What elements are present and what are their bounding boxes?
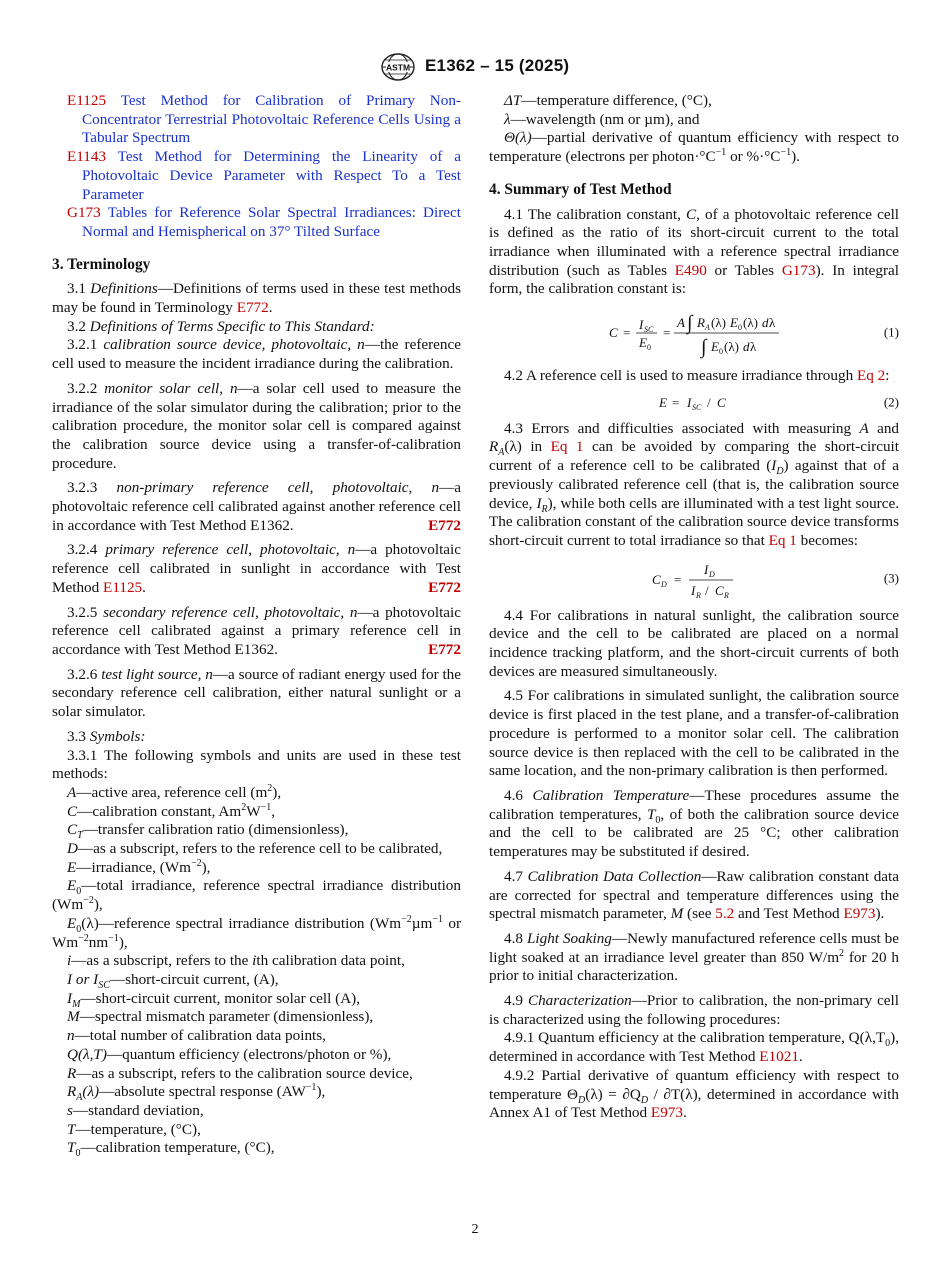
symbol-E0-lambda: $E_0(\lambda)—reference$ spectral irradiance distribution ($Wm^{-2}\mu m^{-1}$ or $Wm^{-2}nm^{-1}$), <box>52 913 461 951</box>
svg-text:∫: ∫ <box>701 336 707 359</box>
equation-number: (1) <box>883 324 899 340</box>
symbol-deltaT: ΔT—temperature difference, (°C), <box>504 92 712 109</box>
svg-text:0: 0 <box>738 323 742 333</box>
page-number: 2 <box>471 1222 479 1237</box>
svg-text:0: 0 <box>647 343 651 353</box>
para-4-4: 4.4 For calibrations in natural sunlight, the calibration source device and the cell to be calibrated are placed on a normal incidence tracking platform, and the short-circuit currents of both devices are measured simultaneously. <box>489 606 899 680</box>
para-3-2-5: 3.2.5 secondary reference cell, photovoltaic, n—a photovoltaic reference cell calibrated against a primary reference cell in accordance with Test Method E1362. <box>52 603 461 659</box>
svg-text:λ: λ <box>769 315 776 331</box>
symbol-s: s—standard deviation, <box>67 1101 204 1119</box>
para-4-9: 4.9 Characterization—Prior to calibration, the non-primary cell is characterized using the following procedures: <box>489 992 899 1028</box>
link-e973[interactable]: E973 <box>843 905 876 923</box>
svg-text:=: = <box>623 325 631 341</box>
para-4-9-1: 4.9.1 Quantum efficiency at the calibration temperature, $Q(\lambda,T_0)$, determined in accordance with Test Method E1021. <box>489 1029 900 1066</box>
symbol-Q: Q(λ,T)—quantum efficiency (electrons/photon or %), <box>67 1045 392 1063</box>
svg-text:=: = <box>672 394 680 410</box>
para-4-2: 4.2 A reference cell is used to measure irradiance through Eq 2: <box>504 367 890 385</box>
svg-text:d: d <box>743 339 750 355</box>
svg-text:/: / <box>705 582 709 598</box>
symbol-n: n—total number of calibration data points, <box>67 1027 326 1045</box>
para-4-1: 4.1 The calibration constant, C, of a photovoltaic reference cell is defined as the ratio of its short-circuit current to the total irradiance when illuminated with a reference spectral irradiance distribution (such as Tables E490 or Tables G173). In integral form, the calibration constant is: <box>489 205 900 298</box>
para-3-2-6: 3.2.6 test light source, n—a source of radiant energy used for the secondary reference cell calibration, either natural sunlight or a solar simulator. <box>52 665 462 721</box>
svg-text:/: / <box>707 394 711 410</box>
svg-text:E: E <box>639 335 647 351</box>
svg-text:0: 0 <box>719 347 723 357</box>
svg-text:=: = <box>674 571 682 587</box>
symbol-theta: Θ(λ)—partial derivative of quantum efficiency with respect to temperature (electrons per $photon\cdot^\circ C^{-1}$ or $\%\cdot^\circ C^{-1}$). <box>489 129 899 166</box>
equation-2-formula <box>489 390 859 416</box>
svg-text:(λ): (λ) <box>711 315 726 331</box>
link-e490[interactable]: E490 <box>674 261 707 279</box>
para-3-2: 3.2 Definitions of Terms Specific to This Standard: <box>67 317 375 335</box>
para-4-3: 4.3 Errors and difficulties associated with measuring A and $R_A(\lambda)$ in Eq 1 can be avoided by comparing the short-circuit current of a reference cell to be calibrated $(I_D)$ against that of a previously calibrated reference cell (that is, the calibration source device, $I_R$), while both cells are illuminated with a test light source. The calibration constant of the calibration source device transforms short-circuit current to total irradiance so that Eq 1 becomes: <box>489 419 900 549</box>
equation-3-formula <box>489 559 859 599</box>
para-4-7: 4.7 Calibration Data Collection—Raw calibration constant data are corrected for spectral and temperature differences using the spectral mismatch parameter, M (see 5.2 and Test Method E973). <box>489 867 899 923</box>
document-id: E1362 – 15 (2025) <box>425 56 570 75</box>
link-e1021[interactable]: E1021 <box>759 1048 799 1066</box>
para-4-5: 4.5 For calibrations in simulated sunlight, the calibration source device is first placed in the test plane, and a transfer-of-calibration procedure is performed to a monitor solar cell. The calibration source device is then replaced with the cell to be calibrated in the same location, and the non-primary calibration is then performed. <box>489 687 899 780</box>
symbol-CT: $C_T—transfer$ calibration ratio (dimensionless), <box>67 821 349 842</box>
section-3-heading: 3. Terminology <box>52 255 151 273</box>
equation-2 <box>489 390 899 416</box>
symbol-I: I or $I_{SC}—short$-circuit current, (A), <box>67 970 279 992</box>
para-3-3: 3.3 Symbols: <box>67 727 146 745</box>
link-e973[interactable]: E973 <box>650 1104 683 1122</box>
equation-1-formula <box>489 307 859 359</box>
svg-text:I: I <box>704 561 709 577</box>
symbol-A: A—active area, reference cell $(m^2)$, <box>67 782 282 801</box>
para-3-1: 3.1 Definitions—Definitions of terms used in these test methods may be found in Terminology E772. <box>52 280 461 317</box>
para-3-3-1: 3.3.1 The following symbols and units are used in these test methods: <box>52 746 461 783</box>
ref-code[interactable]: E1143 <box>67 148 107 166</box>
ref-title[interactable]: Test Method for Calibration of Primary Non-Concentrator Terrestrial Photovoltaic Reference Cells Using a Tabular Spectrum <box>82 92 461 147</box>
para-3-2-4: 3.2.4 primary reference cell, photovoltaic, n—a photovoltaic reference cell calibrated in sunlight in accordance with Test Method E1125. <box>52 541 461 596</box>
link-5-2[interactable]: 5.2 <box>715 905 735 923</box>
reference-g173 <box>52 204 461 241</box>
svg-text:A: A <box>677 315 685 331</box>
link-e772[interactable]: E772 <box>428 578 461 596</box>
symbol-D: D—as a subscript, refers to the reference cell to be calibrated, <box>67 840 443 858</box>
link-e772[interactable]: E772 <box>428 641 461 659</box>
page-header <box>0 52 950 86</box>
link-eq1[interactable]: Eq 1 <box>768 531 797 549</box>
link-e772[interactable]: E772 <box>236 299 269 317</box>
svg-text:D: D <box>709 569 715 579</box>
svg-text:C: C <box>652 571 661 587</box>
svg-text:E: E <box>659 394 667 410</box>
link-eq1[interactable]: Eq 1 <box>550 438 584 456</box>
para-3-2-3: 3.2.3 non-primary reference cell, photovoltaic, n—a photovoltaic reference cell calibrated against another reference cell in accordance with Test Method E1362. <box>52 479 461 534</box>
symbol-T0: $T_0—calibration$ temperature, (°C), <box>67 1139 275 1160</box>
svg-text:D: D <box>661 579 667 589</box>
equation-1 <box>489 307 899 359</box>
svg-text:λ: λ <box>750 339 757 355</box>
equation-number: (3) <box>883 570 899 586</box>
svg-text:I: I <box>687 394 692 410</box>
link-e1125[interactable]: E1125 <box>103 578 143 596</box>
svg-text:R: R <box>696 590 701 599</box>
symbol-T: T—temperature, (°C), <box>67 1120 201 1138</box>
svg-text:C: C <box>717 394 726 410</box>
svg-text:SC: SC <box>692 402 702 412</box>
svg-text:d: d <box>762 315 769 331</box>
symbol-IM: $I_M—short$-circuit current, monitor solar cell (A), <box>67 989 361 1010</box>
link-eq2[interactable]: Eq 2 <box>856 367 886 385</box>
svg-text:=: = <box>663 325 671 341</box>
svg-text:I: I <box>691 582 696 598</box>
symbol-M: M—spectral mismatch parameter (dimensionless), <box>67 1008 374 1026</box>
link-g173[interactable]: G173 <box>781 261 816 279</box>
para-4-6: 4.6 Calibration Temperature—These procedures assume the calibration temperatures, $T_0$, of both the calibration source device and the cell to be calibrated are 25 °C; other calibration temperatures may be substituted if desired. <box>489 786 900 861</box>
symbol-lambda: λ—wavelength (nm or µm), and <box>504 110 700 128</box>
svg-text:I: I <box>639 317 644 333</box>
ref-title[interactable]: Test Method for Determining the Linearity of a Photovoltaic Device Parameter with Respect To a Test Parameter <box>82 148 461 203</box>
reference-e1143 <box>52 148 461 204</box>
svg-text:C: C <box>609 325 618 341</box>
reference-e1125 <box>52 92 461 148</box>
svg-text:A: A <box>705 323 710 333</box>
section-4-heading: 4. Summary of Test Method <box>489 180 672 198</box>
ref-title[interactable]: Tables for Reference Solar Spectral Irradiances: Direct Normal and Hemispherical on 37° Tilted Surface <box>82 204 461 240</box>
left-column <box>52 92 461 1158</box>
svg-text:ASTM: ASTM <box>385 62 411 73</box>
svg-text:(λ): (λ) <box>743 315 758 331</box>
astm-logo-icon <box>380 52 416 82</box>
svg-text:(λ): (λ) <box>724 339 739 355</box>
svg-text:SC: SC <box>644 325 654 335</box>
svg-text:∫: ∫ <box>687 312 693 335</box>
link-e772[interactable]: E772 <box>428 516 461 534</box>
symbol-R: R—as a subscript, refers to the calibration source device, <box>67 1064 413 1082</box>
symbol-E0: $E_0—total$ irradiance, reference spectral irradiance distribution $(Wm^{-2})$, <box>52 877 461 914</box>
equation-3 <box>489 559 899 599</box>
para-4-9-2: 4.9.2 Partial derivative of quantum efficiency with respect to temperature $\Theta_D(\lambda) = \partial Q_D / \partial T(\lambda)$, determined in accordance with Annex A1 of Test Method E973. <box>489 1066 899 1122</box>
symbol-E: E—irradiance, $(Wm^{-2})$, <box>67 857 211 876</box>
right-column <box>489 92 899 1123</box>
symbol-RA: $R_A(\lambda)—absolute$ spectral response $(AW^{-1})$, <box>67 1082 326 1104</box>
svg-text:E: E <box>730 315 738 331</box>
svg-text:C: C <box>715 582 724 598</box>
para-3-2-1: 3.2.1 calibration source device, photovoltaic, n—the reference cell used to measure the incident irradiance during the calibration. <box>52 336 461 373</box>
equation-number: (2) <box>883 394 899 410</box>
svg-text:R: R <box>697 315 705 331</box>
svg-text:R: R <box>724 590 729 599</box>
svg-text:E: E <box>711 339 719 355</box>
ref-code[interactable]: G173 <box>67 204 101 222</box>
ref-code[interactable]: E1125 <box>67 92 107 109</box>
para-3-2-2: 3.2.2 monitor solar cell, n—a solar cell used to measure the irradiance of the solar simulator during the calibration; prior to the calibration procedure, the monitor solar cell is compared against the calibration source device using a transfer-of-calibration procedure. <box>52 379 462 472</box>
symbol-i: i—as a subscript, refers to the ith calibration data point, <box>67 952 405 970</box>
para-4-8: 4.8 Light Soaking—Newly manufactured reference cells must be light soaked at an irradiance level greater than 850 $W/m^2$ for 20 h prior to initial characterization. <box>489 929 899 985</box>
symbol-C: C—calibration constant, $Am^2W^{-1}$, <box>67 801 275 820</box>
